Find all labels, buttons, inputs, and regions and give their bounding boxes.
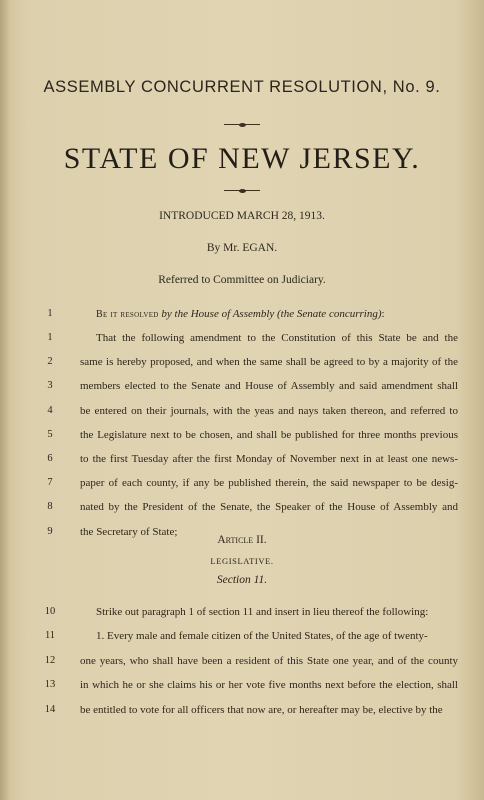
line-number: 7 [47, 477, 53, 489]
resolution-title: ASSEMBLY CONCURRENT RESOLUTION, No. 9. [43, 78, 441, 96]
text-line [0, 451, 484, 467]
text-line [0, 677, 484, 693]
line-text: 1. Every male and female citizen of the United States, of the age of twenty- [96, 630, 428, 643]
line-number: 1 [47, 308, 53, 319]
text-line [0, 330, 484, 346]
sponsor: By Mr. EGAN. [206, 242, 278, 254]
section-heading: Section 11. [216, 574, 268, 586]
line-number: 5 [47, 428, 53, 440]
resolved-colon: : [381, 308, 385, 320]
line-number: 11 [44, 630, 56, 642]
committee-referral: Referred to Committee on Judiciary. [158, 274, 326, 286]
text-line [0, 427, 484, 443]
article-title: Article II. [217, 534, 267, 546]
text-line [0, 475, 484, 491]
resolved-by: by the House of Assembly [161, 308, 275, 320]
resolved-clause [0, 306, 484, 322]
line-text: same is hereby proposed, and when the same shall be agreed to by a majority of the [80, 356, 458, 369]
text-line [0, 378, 484, 394]
line-number: 12 [44, 654, 56, 666]
line-text: in which he or she claims his or her vote five months next before the election, shall [80, 679, 458, 692]
state-title: STATE OF NEW JERSEY. [63, 142, 421, 175]
line-text: be entered on their journals, with the yeas and nays taken thereon, and referred to [80, 404, 458, 417]
line-number: 8 [47, 501, 53, 513]
line-text: to the first Tuesday after the first Monday of November next in at least one news- [80, 453, 458, 465]
line-text: one years, who shall have been a resident of this State one year, and of the county [80, 654, 458, 667]
line-number: 9 [47, 525, 53, 537]
line-text: That the following amendment to the Constitution of this State be and the [96, 332, 458, 344]
line-text: paper of each county, if any be published therein, the said newspaper to be desig- [80, 477, 458, 490]
line-number: 6 [47, 453, 53, 464]
text-line [0, 604, 484, 620]
line-text: members elected to the Senate and House of Assembly and said amendment shall [80, 380, 458, 393]
line-text: be entitled to vote for all officers that now are, or hereafter may be, elective by the [80, 703, 443, 716]
line-number: 2 [47, 356, 53, 368]
text-line [0, 628, 484, 644]
resolved-senate: (the Senate concurring) [277, 308, 382, 320]
line-number: 14 [44, 703, 56, 715]
line-text: the Secretary of State; [80, 525, 178, 538]
ornamental-rule [224, 124, 260, 125]
resolved-lead: Be it resolved [96, 309, 159, 320]
line-text: the Legislature next to be chosen, and shall be published for three months previous [80, 428, 458, 441]
text-line [0, 653, 484, 669]
article-subtitle: LEGISLATIVE. [210, 556, 274, 566]
line-number: 4 [47, 404, 53, 416]
ornamental-rule [224, 190, 260, 191]
line-text: Strike out paragraph 1 of section 11 and insert in lieu thereof the following: [96, 606, 429, 618]
line-number: 13 [44, 679, 56, 691]
text-line [0, 403, 484, 419]
line-text: nated by the President of the Senate, the Speaker of the House of Assembly and [80, 501, 458, 514]
text-line [0, 702, 484, 718]
line-number: 10 [44, 606, 56, 617]
text-line [0, 354, 484, 370]
introduced-date: INTRODUCED MARCH 28, 1913. [159, 210, 325, 222]
line-number: 3 [47, 380, 53, 392]
line-number: 1 [47, 332, 53, 343]
text-line [0, 499, 484, 515]
